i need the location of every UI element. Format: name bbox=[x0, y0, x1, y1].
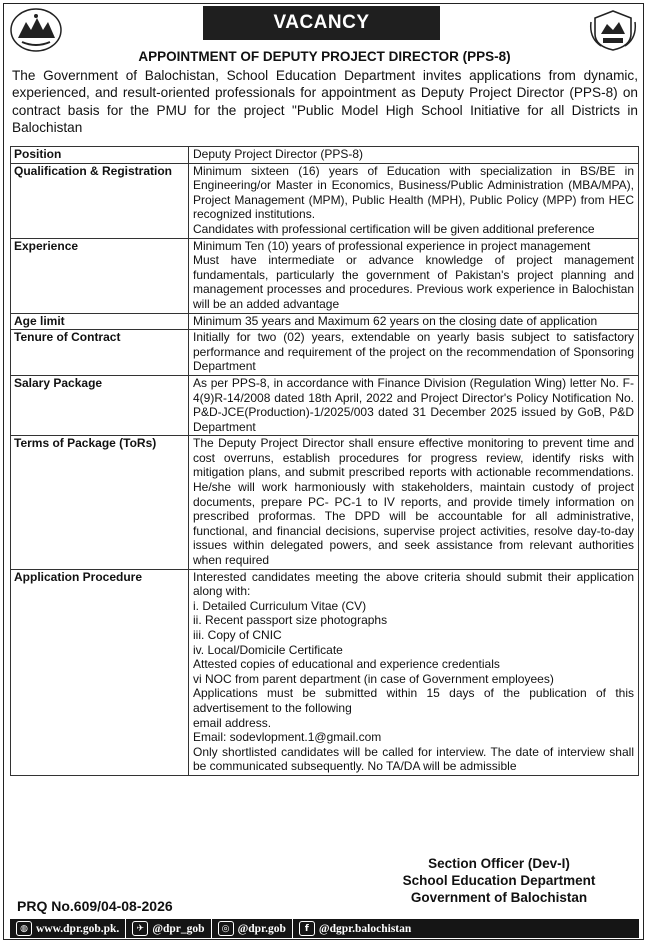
row-label: Application Procedure bbox=[11, 569, 189, 775]
instagram-icon: ◎ bbox=[218, 921, 234, 936]
footer-instagram[interactable] bbox=[212, 919, 293, 938]
row-value bbox=[189, 330, 639, 376]
row-value-line: Initially for two (02) years, extendable on yearly basis subject to satisfactory performance and requirement of the project on the recommendation of Sponsoring Department bbox=[193, 330, 634, 374]
row-label: Experience bbox=[11, 238, 189, 313]
row-label: Qualification & Registration bbox=[11, 163, 189, 238]
row-label: Terms of Package (ToRs) bbox=[11, 436, 189, 569]
intro-paragraph: The Government of Balochistan, School Education Department invites applications from dynamic, experienced, and result-oriented professionals for appointment as Deputy Project Director (PPS-8) on contract basis for the PMU for the project "Public Model High School Initiative for all Districts in Balochistan bbox=[12, 68, 638, 135]
footer-website[interactable] bbox=[10, 919, 126, 938]
table-row bbox=[11, 313, 639, 330]
row-value bbox=[189, 569, 639, 775]
twitter-handle: @dpr_gob bbox=[152, 922, 205, 935]
row-label: Age limit bbox=[11, 313, 189, 330]
signature-title: Section Officer (Dev-I) bbox=[428, 856, 570, 871]
row-value-line: iv. Local/Domicile Certificate bbox=[193, 642, 343, 657]
table-row bbox=[11, 436, 639, 569]
requirements-table bbox=[10, 146, 639, 776]
government-emblem-right-icon bbox=[587, 8, 639, 52]
table-row bbox=[11, 375, 639, 435]
facebook-icon: f bbox=[299, 921, 315, 936]
row-value bbox=[189, 147, 639, 164]
signature-government: Government of Balochistan bbox=[410, 890, 588, 905]
vacancy-banner: VACANCY bbox=[203, 6, 440, 40]
row-value-line: Interested candidates meeting the above criteria should submit their application along with: bbox=[193, 569, 634, 599]
row-value bbox=[189, 436, 639, 569]
government-emblem-left-icon bbox=[10, 8, 62, 52]
row-value bbox=[189, 313, 639, 330]
row-value-line: Minimum Ten (10) years of professional experience in project management bbox=[193, 238, 591, 253]
row-value-line: The Deputy Project Director shall ensure effective monitoring to prevent time and cost overruns, establish procedures for progress review, identify risks with mitigation plans, and submit prescribed reports with actionable recommendations. He/she will work harmoniously with stakeholders, maintain custody of project documents, prepare PC- PC-1 to IV reports, and provide timely information on prescribed proformas. The DPD will be accountable for all administrative, functional, and financial decisions, supervise project activities, resolve day-to-day issues within delegated powers, and seek assistance from relevant authorities when required bbox=[193, 436, 634, 568]
row-value bbox=[189, 238, 639, 313]
row-value-line: Candidates with professional certification will be given additional preference bbox=[193, 221, 595, 236]
table-row bbox=[11, 330, 639, 376]
row-value-line: Attested copies of educational and experience credentials bbox=[193, 657, 500, 672]
row-value-line: As per PPS-8, in accordance with Finance Division (Regulation Wing) letter No. F-4(9)R-14/2008 dated 18th April, 2022 and Project Director's Policy Notification No. P&D-JCE(Production)-1/2025/003 dated 31 December 2025 issued by GoB, P&D Department bbox=[193, 375, 634, 434]
row-label: Tenure of Contract bbox=[11, 330, 189, 376]
row-value-line: Applications must be submitted within 15 days of the publication of this advertisement to the following bbox=[193, 686, 634, 715]
row-value bbox=[189, 375, 639, 435]
row-value-line: Must have intermediate or advance knowledge of project management fundamentals, particularly the government of Pakistan's project planning and management processes and procedures. Previous work experience in Balochistan will be an added advantage bbox=[193, 253, 634, 311]
row-value-line: i. Detailed Curriculum Vitae (CV) bbox=[193, 598, 367, 613]
twitter-icon: ✈ bbox=[132, 921, 148, 936]
row-value-line: email address. bbox=[193, 715, 272, 730]
row-label: Position bbox=[11, 147, 189, 164]
row-value-line: ii. Recent passport size photographs bbox=[193, 613, 388, 628]
row-value-line: Only shortlisted candidates will be called for interview. The date of interview shall be communicated subsequently. No TA/DA will be admissible bbox=[193, 744, 634, 774]
row-value-line: Deputy Project Director (PPS-8) bbox=[193, 147, 364, 161]
row-value-line: Minimum 35 years and Maximum 62 years on the closing date of application bbox=[193, 313, 598, 328]
instagram-handle: @dpr.gob bbox=[237, 922, 286, 935]
table-row bbox=[11, 147, 639, 164]
row-value-line: Minimum sixteen (16) years of Education with specialization in BS/BE in Engineering/or Master in Economics, Business/Public Administration (MBA/MPA), Project Management (MPM), Public Health (MPH), Public Policy (MPP) from HEC recognized institutions. bbox=[193, 163, 634, 222]
footer-twitter[interactable] bbox=[126, 919, 211, 938]
row-value-line: Email: sodevlopment.1@gmail.com bbox=[193, 730, 382, 745]
footer-facebook[interactable] bbox=[293, 919, 417, 938]
footer-bar bbox=[10, 919, 639, 938]
globe-icon: ◍ bbox=[16, 921, 32, 936]
post-heading: APPOINTMENT OF DEPUTY PROJECT DIRECTOR (PPS-8) bbox=[138, 49, 511, 64]
table-row bbox=[11, 163, 639, 238]
signature-department: School Education Department bbox=[402, 873, 596, 888]
website-text: www.dpr.gob.pk. bbox=[36, 922, 120, 935]
row-value-line: vi NOC from parent department (in case of Government employees) bbox=[193, 671, 554, 686]
row-label: Salary Package bbox=[11, 375, 189, 435]
signature-block bbox=[386, 855, 612, 906]
table-row bbox=[11, 569, 639, 775]
facebook-handle: @dgpr.balochistan bbox=[318, 922, 412, 935]
row-value-line: iii. Copy of CNIC bbox=[193, 628, 282, 642]
table-row bbox=[11, 238, 639, 313]
prq-number: PRQ No.609/04-08-2026 bbox=[17, 898, 173, 914]
row-value bbox=[189, 163, 639, 238]
